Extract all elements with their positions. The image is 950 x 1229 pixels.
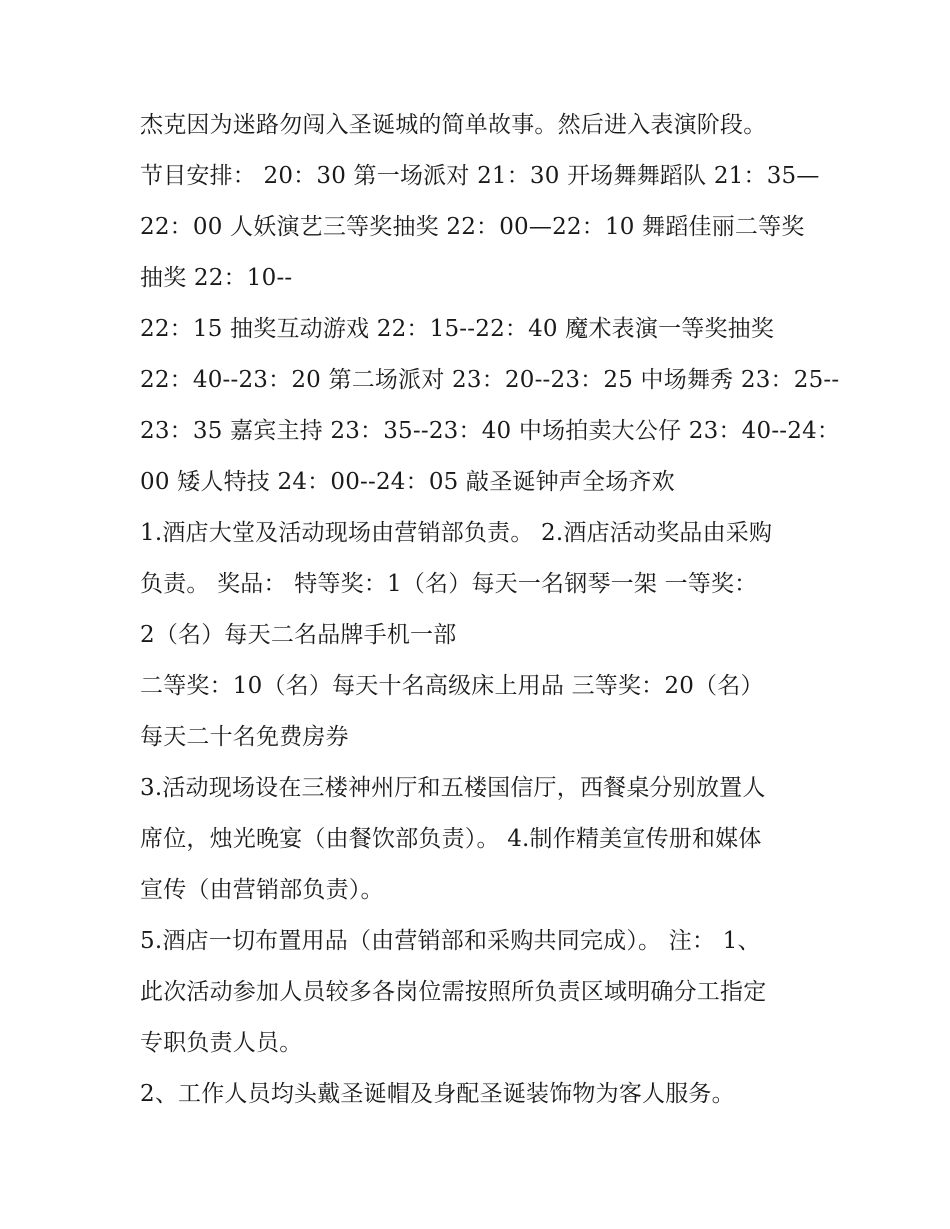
text-line: 每天二十名免费房券 [140,724,349,750]
text-line: 00 矮人特技 24：00--24：05 敲圣诞钟声全场齐欢 [140,469,675,495]
text-line: 宣传（由营销部负责）。 [140,877,384,903]
text-line: 抽奖 22：10-- [140,265,293,291]
text-line: 此次活动参加人员较多各岗位需按照所负责区域明确分工指定 [140,979,767,1005]
text-line: 负责。 奖品： 特等奖：1（名）每天一名钢琴一架 一等奖： [140,571,758,597]
text-line: 2（名）每天二名品牌手机一部 [140,622,457,648]
text-line: 节目安排： 20：30 第一场派对 21：30 开场舞舞蹈队 21：35— [140,163,820,189]
text-line: 杰克因为迷路勿闯入圣诞城的简单故事。然后进入表演阶段。 [140,112,767,138]
text-line: 22：15 抽奖互动游戏 22：15--22：40 魔术表演一等奖抽奖 [140,316,775,342]
text-line: 席位，烛光晚宴（由餐饮部负责）。 4.制作精美宣传册和媒体 [140,826,762,852]
text-line: 1.酒店大堂及活动现场由营销部负责。 2.酒店活动奖品由采购 [140,520,773,546]
document-body [140,100,841,1120]
text-line: 22：00 人妖演艺三等奖抽奖 22：00—22：10 舞蹈佳丽二等奖 [140,214,805,240]
text-line: 22：40--23：20 第二场派对 23：20--23：25 中场舞秀 23：25-- [140,367,840,393]
text-line: 专职负责人员。 [140,1030,303,1056]
text-line: 二等奖：10（名）每天十名高级床上用品 三等奖：20（名） [140,673,764,699]
text-line: 23：35 嘉宾主持 23：35--23：40 中场拍卖大公仔 23：40--24： [140,418,841,444]
text-line: 5.酒店一切布置用品（由营销部和采购共同完成）。 注： 1、 [140,928,761,954]
text-line: 2、工作人员均头戴圣诞帽及身配圣诞装饰物为客人服务。 [140,1081,735,1107]
text-line: 3.活动现场设在三楼神州厅和五楼国信厅，西餐桌分别放置人 [140,775,766,801]
